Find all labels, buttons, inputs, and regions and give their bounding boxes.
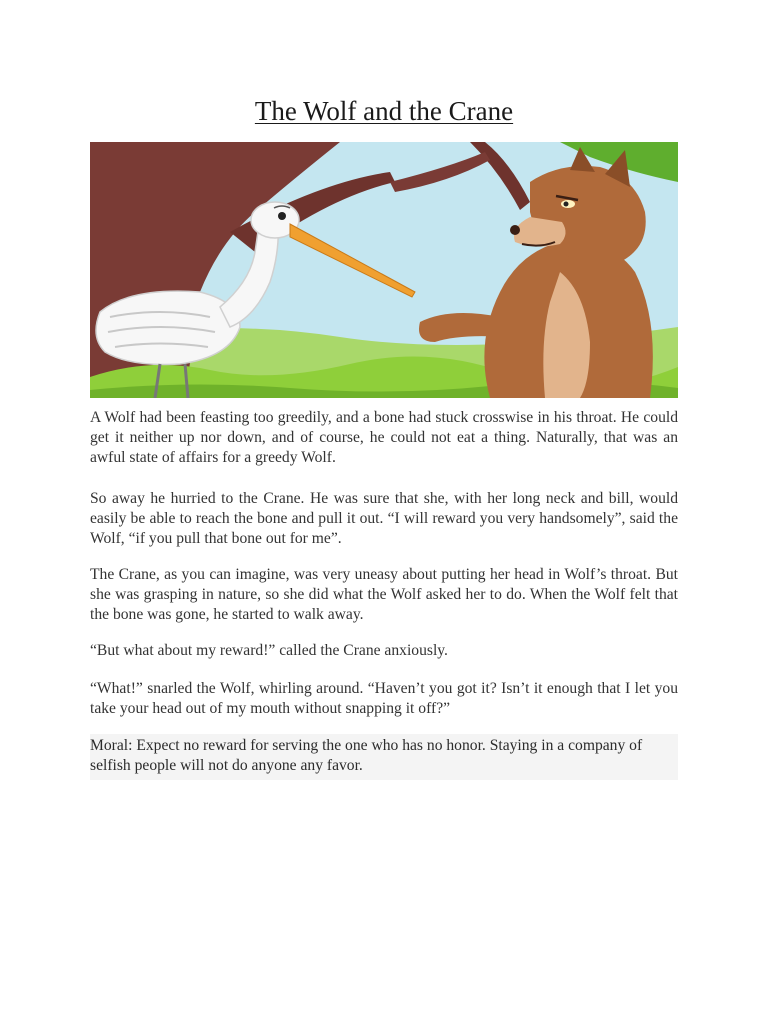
paragraph-text: “But what about my reward!” called the Crane anxiously. [90, 642, 448, 659]
story-illustration [90, 142, 678, 398]
paragraph-text: The Crane, as you can imagine, was very uneasy about putting her head in Wolf’s throat. But she was grasping in nature, so she did what the Wolf asked her to do. When the Wolf felt that the bone was gone, he started to walk away. [90, 566, 678, 623]
paragraph-text: A Wolf had been feasting too greedily, and a bone had stuck crosswise in his throat. He could get it neither up nor down, and of course, he could not eat a thing. Naturally, that was an awful state of affairs for a greedy Wolf. [90, 409, 678, 466]
moral-text: Moral: Expect no reward for serving the one who has no honor. Staying in a company of selfish people will not do anyone any favor. [90, 737, 643, 774]
page-title: The Wolf and the Crane [254, 96, 514, 126]
crane-and-wolf-image [90, 142, 678, 398]
paragraph-text: So away he hurried to the Crane. He was sure that she, with her long neck and bill, would easily be able to reach the bone and pull it out. “I will reward you very handsomely”, said the Wolf, “if you pull that bone out for me”. [90, 490, 678, 547]
paragraph-text: “What!” snarled the Wolf, whirling around. “Haven’t you got it? Isn’t it enough that I let you take your head out of my mouth without snapping it off?” [90, 680, 678, 717]
paragraph-5 [90, 679, 678, 719]
crane-eye [278, 212, 286, 220]
wolf-nose [510, 225, 520, 235]
moral-box [90, 734, 678, 780]
paragraph-2 [90, 489, 678, 549]
paragraph-1 [90, 408, 678, 468]
paragraph-3 [90, 565, 678, 625]
paragraph-4 [90, 641, 678, 661]
